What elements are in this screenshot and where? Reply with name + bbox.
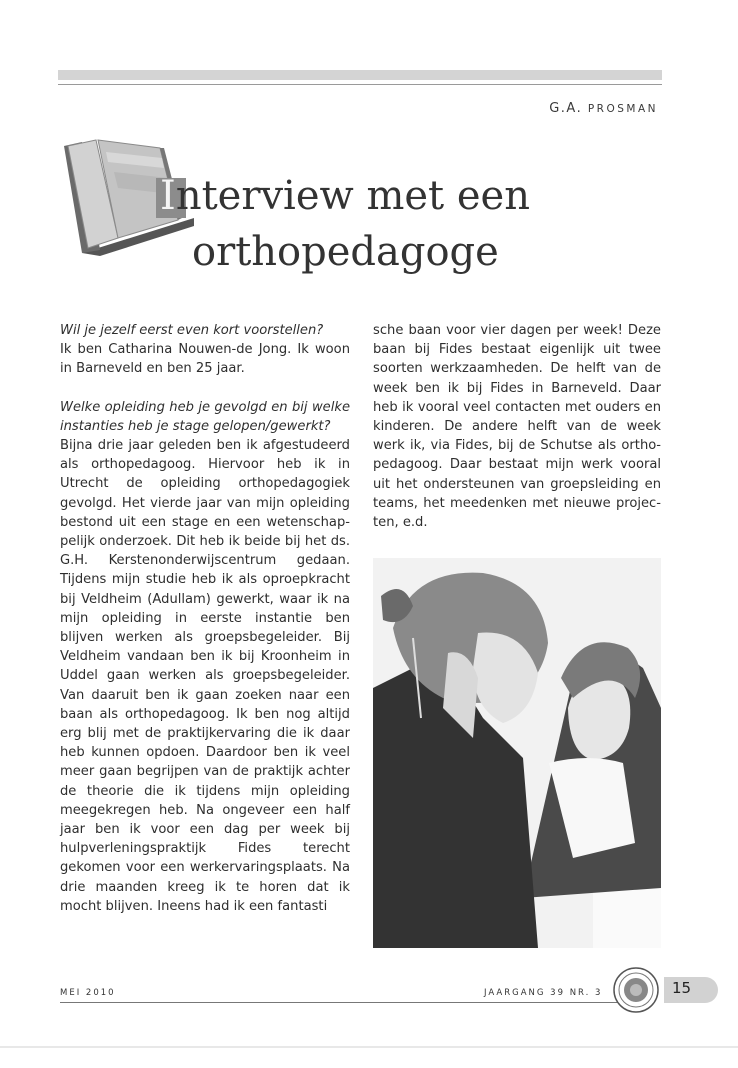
article-title [160, 168, 530, 280]
page-number: 15 [672, 979, 692, 997]
page-bottom-edge [0, 1046, 738, 1048]
photo-illustration [373, 558, 661, 948]
answer-1: Ik ben Catharina Nouwen-de Jong. Ik woon in Barneveld en ben 25 jaar. [60, 342, 350, 377]
author-surname: PROSMAN [587, 103, 658, 115]
issue-volume: JAARGANG 39 NR. 3 [484, 988, 603, 998]
seal-emblem-icon [612, 966, 660, 1014]
answer-2: Bijna drie jaar geleden ben ik afgestudeerd als orthopedagoog. Hiervoor heb ik in Utrecht de opleiding orthopedagogiek gevolgd. Het vierde jaar van mijn opleiding bestond uit een stage en een wetenschappelijk onderzoek. Dit heb ik beide bij het ds. G.H. Kerstenonderwijscentrum gedaan. Tijdens mijn studie heb ik als oproepkracht bij Veldheim (Adullam) gewerkt, waar ik na mijn opleiding in eerste instantie ben blijven werken als groepsbegeleider. Bij Veldheim vandaan ben ik bij Kroonheim in Uddel gaan werken als groepsbegeleider. Van daaruit ben ik gaan zoeken naar een baan als orthopedagoog. Ik ben nog altijd erg blij met de praktijkervaring die ik daar heb kunnen opdoen. Daardoor ben ik veel meer gaan begrijpen van de praktijk achter de theorie die ik tijdens mijn opleiding meegekregen heb. Na ongeveer een half jaar ben ik voor een dag per week bij hulpverleningspraktijk Fides terecht gekomen voor een werkervaringsplaats. Na drie maanden kreeg ik te horen dat ik mocht blijven. Ineens had ik een fantasti [60, 438, 350, 914]
issue-date: MEI 2010 [60, 988, 116, 998]
header-rule [58, 84, 662, 85]
text-column-right [373, 321, 661, 532]
text-column-left [60, 321, 350, 916]
title-line-1: nterview met een [175, 173, 530, 219]
footer-rule [60, 1002, 620, 1003]
header-band [58, 70, 662, 80]
question-2: Welke opleiding heb je gevolgd en bij welke instanties heb je stage gelopen/gewerkt? [60, 399, 350, 434]
photo-two-women [373, 558, 661, 948]
author-initials: G.A. [549, 101, 588, 116]
title-drop-cap: I [160, 173, 176, 219]
question-1: Wil je jezelf eerst even kort voorstellen? [60, 323, 324, 338]
title-line-2: orthopedagoge [192, 229, 499, 275]
answer-2-continued: sche baan voor vier dagen per week! Deze baan bij Fides bestaat eigenlijk uit twee soorten werkzaamheden. De helft van de week ben ik bij Fides in Barneveld. Daar heb ik vooral veel contacten met ouders en kinderen. De andere helft van de week werk ik, via Fides, bij de Schutse als orthopedagoog. Daar bestaat mijn werk vooral uit het ondersteunen van groepsleiding en teams, het meedenken met nieuwe projecten, e.d. [373, 323, 661, 531]
author-byline [549, 101, 658, 116]
